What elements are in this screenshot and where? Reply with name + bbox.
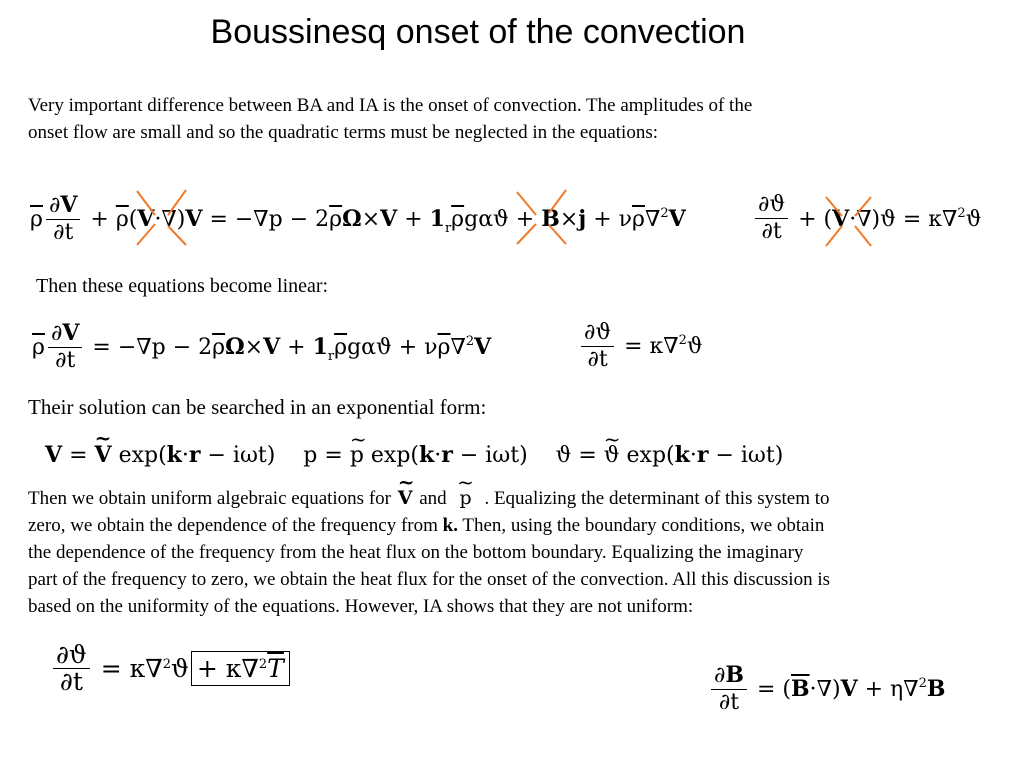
intro-line-2: onset flow are small and so the quadratic terms must be neglected in the equations: [28,122,658,143]
momentum-equation-nonlinear: $\overline{\rho}$ $\frac{\partial V}{\partial t}$ + $\overline{\rho}(V\cdot\nabla)V = -\nabla p - 2\overline{\rho}\Omega\times V + 1_r\overline{\rho}g\alpha ϑ + B\times j + \nu\overline{\rho}\nabla^2V$ [30,192,686,245]
body-text: Then, using the boundary conditions, we obtain [457,515,825,536]
body-text: and [419,488,447,509]
body-paragraph [28,485,830,620]
linear-heading: Then these equations become linear: [36,275,329,297]
body-line-3: the dependence of the frequency from the heat flux on the bottom boundary. Equalizing the imaginary [28,542,804,563]
body-k-bold: k. [442,515,458,536]
induction-equation: $\frac{\partial B}{\partial t}$ = $(\overline{B}\cdot\nabla)V + \eta\nabla^2B$ [708,662,946,716]
exponential-solutions: V = ~ V exp(k·r − iωt) p = ~ p exp(k·r − iωt) ϑ = ~ ϑ exp(k·r − iωt) [45,436,783,474]
momentum-equation-linear: $\overline{\rho}$ $\frac{\partial V}{\partial t}$ = $-\nabla p - 2\overline{\rho}\Omega\times V + 1_r\overline{\rho}g\alpha ϑ + \nu\overline{\rho}\nabla^2V$ [32,320,492,373]
intro-paragraph [28,92,752,146]
body-text: . Equalizing the determinant of this system to [484,488,830,509]
body-text: Then we obtain uniform algebraic equations for [28,488,391,509]
heat-equation-linear: $\frac{\partial ϑ}{\partial t}$ = κ∇$^2$ϑ [578,320,703,373]
exp-heading: Their solution can be searched in an exponential form: [28,395,487,419]
symbol-v-tilde: ~ V [398,485,413,512]
intro-line-1: Very important difference between BA and IA is the onset of convection. The amplitudes of the [28,95,753,116]
body-text: zero, we obtain the dependence of the frequency from [28,515,438,536]
heat-equation-nonlinear: $\frac{\partial ϑ}{\partial t}$ + (V·∇)ϑ = κ∇$^2$ϑ [752,192,981,245]
body-line-4: part of the frequency to zero, we obtain the heat flux for the onset of the convection. All this discussion is [28,569,831,590]
body-line-5: based on the uniformity of the equations. However, IA shows that they are not uniform: [28,596,694,617]
slide-title: Boussinesq onset of the convection [210,13,746,51]
heat-equation-ia: $\frac{\partial ϑ}{\partial t}$ = κ∇$^2$ϑ + $\kappa\nabla^2\overline{T}$ [50,642,290,695]
boxed-term: + $\kappa\nabla^2\overline{T}$ [191,651,290,686]
symbol-p-tilde: ~ p [453,485,477,512]
body-line-2 [28,512,830,539]
body-line-1 [28,485,830,512]
